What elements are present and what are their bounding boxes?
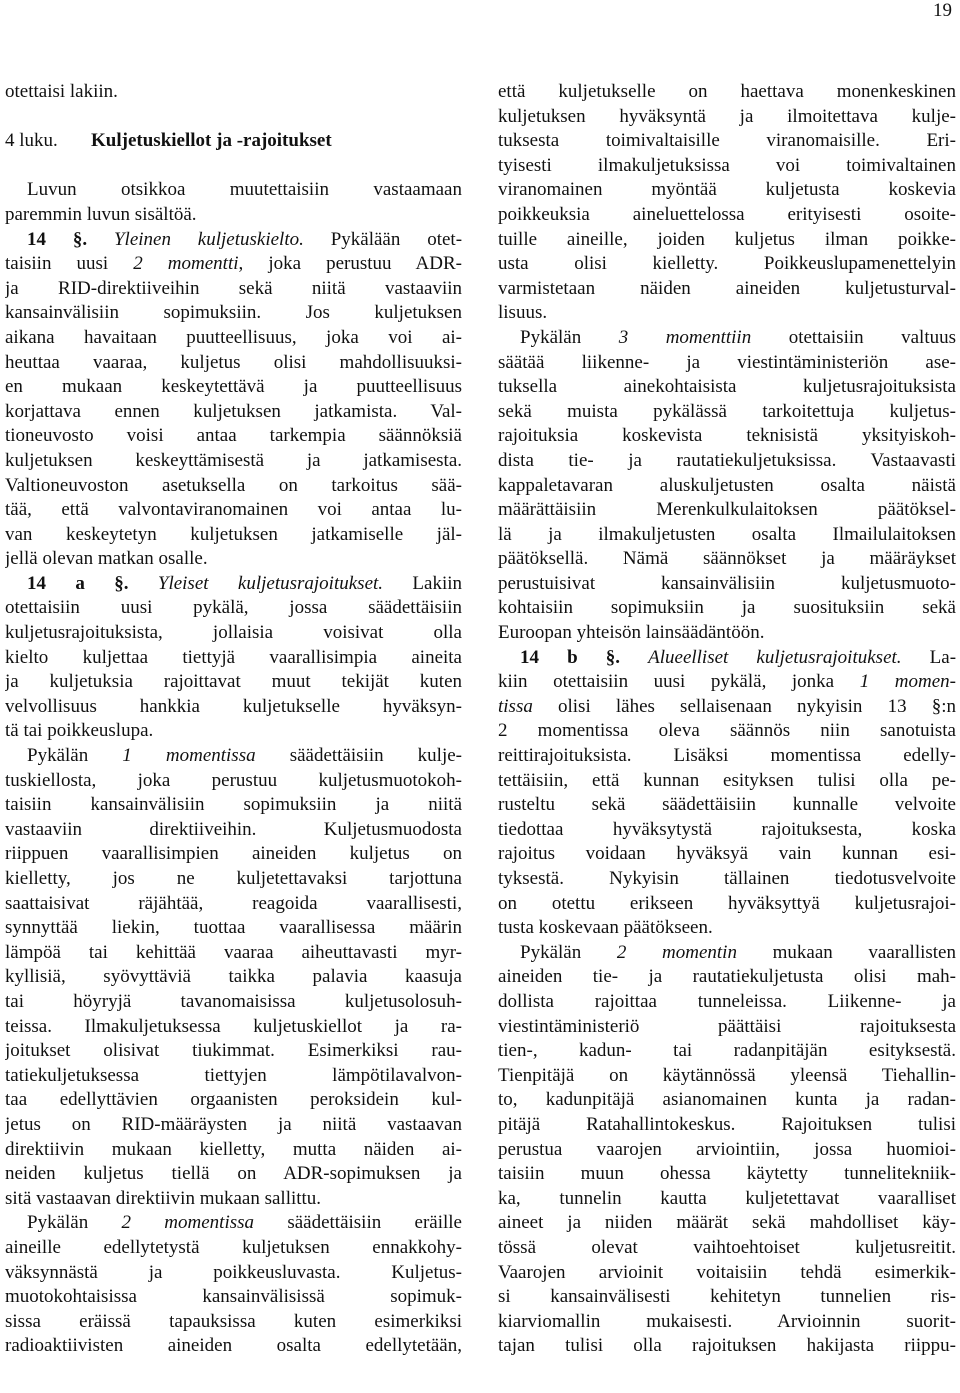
text-line: perustua vaarojen arviointiin, jossa huomioi- [498,1138,956,1160]
text-fragment: 2 momentti [133,253,239,275]
text-line: synnyttää liekin, tuottaa vaarallisessa määrin [5,917,462,939]
section-heading-14a [5,572,462,597]
text-line: paremmin luvun sisältöä. [5,203,197,225]
text-line: lisuus. [498,302,548,324]
text-line: riippuen vaarallisimpien aineiden kuljetus on [5,843,462,865]
text-fragment: taisiin uusi [5,253,109,275]
text-fragment: otettaisiin valtuus [788,326,956,348]
text-line: ja RID-direktiiveihin sekä niitä vastaaviin [5,277,462,299]
text-line: kuljetusrajoituksista, jollaisia voisivat olla [5,622,462,644]
text-line: lä ja ilmakuljetusten osalta Ilmailulaitoksen [498,523,956,545]
chapter-title: Kuljetuskiellot ja -rajoitukset [91,130,332,152]
text-line: taisiin muun ohessa käytetty tunnelitekniik- [498,1163,956,1185]
text-line: säätää liikenne- ja viestintäministeriön ase- [498,351,956,373]
text-line: tiedottaa hyväksytystä rajoituksesta, koska [498,818,956,840]
text-line: tai höyryjä tavanomaisissa kuljetusolosuh- [5,990,462,1012]
text-line: kielletty, jos ne kuljetettavaksi tarjottuna [5,868,462,889]
text-line: väksynnästä ja poikkeusluvasta. Kuljetus- [5,1261,462,1283]
text-line: joitukset olisivat tiukimmat. Esimerkiksi rau- [5,1040,462,1062]
section-number: 14 b §. [520,646,621,668]
page-number: 19 [933,0,952,21]
text-fragment: 2 momentissa [121,1212,255,1234]
text-fragment: olisi lähes sellaisenaan nykyisin 13 §:n [558,695,956,717]
text-fragment: tissa [498,695,533,717]
text-line: varmistetaan näiden aineiden kuljetusturval- [498,277,956,299]
text-line: tuille aineille, joiden kuljetus ilman poikke- [498,228,956,250]
text-line: kyllisiä, syövyttäviä taikka palavia kaasuja [5,966,462,988]
text-line: tusta koskevaan päätökseen. [498,917,713,939]
text-line: kielto kuljettaa tiettyjä vaarallisimpia aineita [5,646,462,668]
text-line: tää, että valvontaviranomainen voi antaa lu- [5,499,462,521]
text-line: taisiin kansainvälisiin sopimuksiin ja niitä [5,794,462,816]
section-number: 14 a §. [27,572,129,594]
text-fragment: Pykälään otet- [330,228,462,250]
section-title: Yleinen kuljetuskielto. [113,228,304,250]
text-line: kiarviomallin mukaisesti. Arvioinnin suorit- [498,1310,956,1332]
text-fragment: , joka perustuu ADR- [238,253,462,275]
text-line: teissa. Ilmakuljetuksessa kuljetuskiellot ja ra- [5,1015,462,1037]
text-line: usta olisi kielletty. Poikkeuslupamenettelyin [498,253,956,275]
text-line: taa edellyttävien orgaanisten peroksidein kul- [5,1089,462,1111]
text-line: velvollisuus hankkia kuljetukselle hyväksyn- [5,695,462,717]
text-line: kohtaisiin sopimuksiin ja suosituksiin sekä [498,597,956,619]
text-line: dollista rajoittaa tunneleissa. Liikenne- ja [498,990,956,1012]
text-line: kuljetuksen keskeyttämisestä ja jatkamisesta. [5,449,462,471]
text-line: otettaisi lakiin. [5,81,118,102]
text-line [498,326,956,351]
text-line [498,695,956,720]
text-line [5,744,462,769]
text-line: sissa eräissä tapauksissa kuten esimerkiksi [5,1310,462,1332]
text-line [5,1211,462,1236]
text-line: lämpöä tai kehittää vaaraa aiheuttavasti myr- [5,941,462,963]
chapter-heading [5,129,462,154]
text-line: muotokohtaisissa kansainvälisissä sopimuk- [5,1286,462,1308]
text-line: aineet ja niiden määrät sekä mahdolliset käy- [498,1212,956,1234]
text-line: Euroopan yhteisön lainsäädäntöön. [498,622,765,644]
text-line: kappaletavaran aluskuljetusten osalta näistä [498,474,956,496]
section-title: Yleiset kuljetusrajoitukset. [157,572,384,594]
text-line: otettaisiin uusi pykälä, jossa säädettäisiin [5,597,462,619]
text-line: van keskeytetyn kuljetuksen jatkamiselle jäl- [5,523,462,545]
text-fragment: säädettäisiin eräille [287,1212,462,1234]
text-fragment: mukaan vaarallisten [772,941,956,963]
right-column [498,80,956,1359]
text-line: määrättäisiin Merenkulkulaitoksen päätöksel- [498,499,956,521]
text-line: dista tie- ja rautatiekuljetuksissa. Vastaavasti [498,449,956,471]
text-line: kansainvälisiin sopimuksiin. Jos kuljetuksen [5,302,462,324]
chapter-number: 4 luku. [5,130,58,152]
text-line: poikkeuksia aineluettelossa erityisesti osoite- [498,203,956,225]
text-fragment: Pykälän [27,1212,89,1234]
section-title: Alueelliset kuljetusrajoitukset. [648,646,902,668]
text-line: päätöksellä. Nämä säännökset ja määräykset [498,548,956,570]
text-line: ka, tunnelin kautta kuljetettavat vaaralliset [498,1187,956,1209]
text-line [5,252,462,277]
text-line: Valtioneuvoston asetuksella on tarkoitus sää- [5,474,462,496]
section-heading-14 [5,228,462,253]
left-column [5,80,462,1359]
text-fragment: 3 momenttiin [618,326,752,348]
text-line: tuksella ainekohtaisista kuljetusrajoituksista [498,376,956,398]
text-line: aineiden tie- ja rautatiekuljetusta olisi mah- [498,966,956,988]
text-fragment: säädettäisiin kulje- [289,745,462,767]
text-line: tajan tulisi olla rajoituksen hakijasta riippu- [498,1335,956,1357]
text-line: jetus on RID-määräysten ja niitä vastaavan [5,1113,462,1135]
text-line: to, kadunpitäjä asianomainen kunta ja radan- [498,1089,956,1111]
text-line: aikana havaitaan puutteellisuus, joka voi ai- [5,326,462,348]
text-fragment: 2 momentin [616,941,737,963]
text-line: pitäjä Ratahallintokeskus. Rajoituksen tulisi [498,1113,956,1135]
text-line: Vaarojen arvioinit voitaisiin tehdä esimerkik- [498,1261,956,1283]
text-line: radioaktiivisten aineiden osalta edellytetään, [5,1335,462,1357]
text-line: viranomainen myöntää kuljetusta koskevia [498,179,956,201]
text-line: reittirajoituksista. Lisäksi momentissa edelly- [498,745,956,767]
text-line: viestintäministeriö päättäisi rajoituksesta [498,1015,956,1037]
text-line: että kuljetukselle on haettava monenkeskinen [498,81,956,102]
text-fragment: 1 momen- [859,671,956,693]
text-line: heuttaa vaaraa, kuljetus olisi mahdollisuuksi- [5,351,462,373]
text-line: on otettu erikseen hyväksyttyä kuljetusrajoi- [498,892,956,914]
section-number: 14 §. [27,228,88,250]
text-line: tien-, kadun- tai radanpitäjän esityksestä. [498,1040,956,1062]
text-line: vastaaviin direktiiveihin. Kuljetusmuodosta [5,818,462,840]
text-line: tatiekuljetuksessa tiettyjen lämpötilavalvon- [5,1064,462,1086]
text-line: rusteltu sekä säädettäisiin kunnalle velvoite [498,794,956,816]
text-line [498,941,956,966]
text-line: perustuisivat kansainvälisiin kuljetusmuoto- [498,572,956,594]
text-line: ja kuljetuksia rajoittavat muut tekijät kuten [5,671,462,693]
text-fragment: Lakiin [412,572,462,594]
section-heading-14b [498,646,956,671]
text-fragment: Pykälän [27,745,89,767]
text-line: sekä muista pykälässä tarkoitettuja kuljetus- [498,400,956,422]
text-line: neiden kuljetus tiellä on ADR-sopimuksen ja [5,1163,462,1185]
text-line: tyksestä. Nykyisin tällainen tiedotusvelvoite [498,868,956,889]
text-line: tuksesta toimivaltaisille viranomaisille. Eri- [498,130,956,152]
text-line: korjattava ennen kuljetuksen jatkamista. Val- [5,400,462,422]
text-line: saattaisivat räjähtää, reagoida vaarallisesti, [5,892,462,914]
text-line: si kansainvälisesti kehitetyn tunnelien ris- [498,1286,956,1308]
text-fragment: Pykälän [520,941,582,963]
text-fragment: kiin otettaisiin uusi pykälä, jonka [498,671,835,693]
text-line: aineille edellytetystä kuljetuksen ennakkohy- [5,1236,462,1258]
text-line: sitä vastaavan direktiivin mukaan sallittu. [5,1187,322,1209]
text-line: Luvun otsikkoa muutettaisiin vastaamaan [27,179,462,201]
text-line: tioneuvosto voisi antaa tarkempia säännöksiä [5,425,462,447]
text-fragment: La- [929,646,956,668]
text-line: rajoituksia koskevista teknisistä yksityiskoh- [498,425,956,447]
text-line: tä tai poikkeuslupa. [5,720,154,742]
text-line: 2 momentissa oleva säännös niin sanotuista [498,720,956,742]
text-line: tyisesti ilmakuljetuksissa voi toimivaltainen [498,154,956,176]
text-line: en mukaan keskeytettävä ja puutteellisuus [5,376,462,398]
text-line: direktiivin mukaan kielletty, mutta näiden ai- [5,1138,462,1160]
text-line: rajoitus voidaan hyväksyä vain kunnan esi- [498,843,956,865]
text-line [498,670,956,695]
text-line: Tienpitäjä on käytännössä yleensä Tiehallin- [498,1064,956,1086]
text-line: kuljetuksen hyväksyntä ja ilmoitettava kulje- [498,105,956,127]
text-line: jellä olevan matkan osalle. [5,548,208,570]
text-line: tössä olevat vaihtoehtoiset kuljetusreitit. [498,1236,956,1258]
text-fragment: Pykälän [520,326,582,348]
text-line: tuskiellosta, joka perustuu kuljetusmuotokoh- [5,769,462,791]
text-fragment: 1 momentissa [122,745,256,767]
text-line: tettäisiin, että kunnan esityksen tulisi olla pe- [498,769,956,791]
